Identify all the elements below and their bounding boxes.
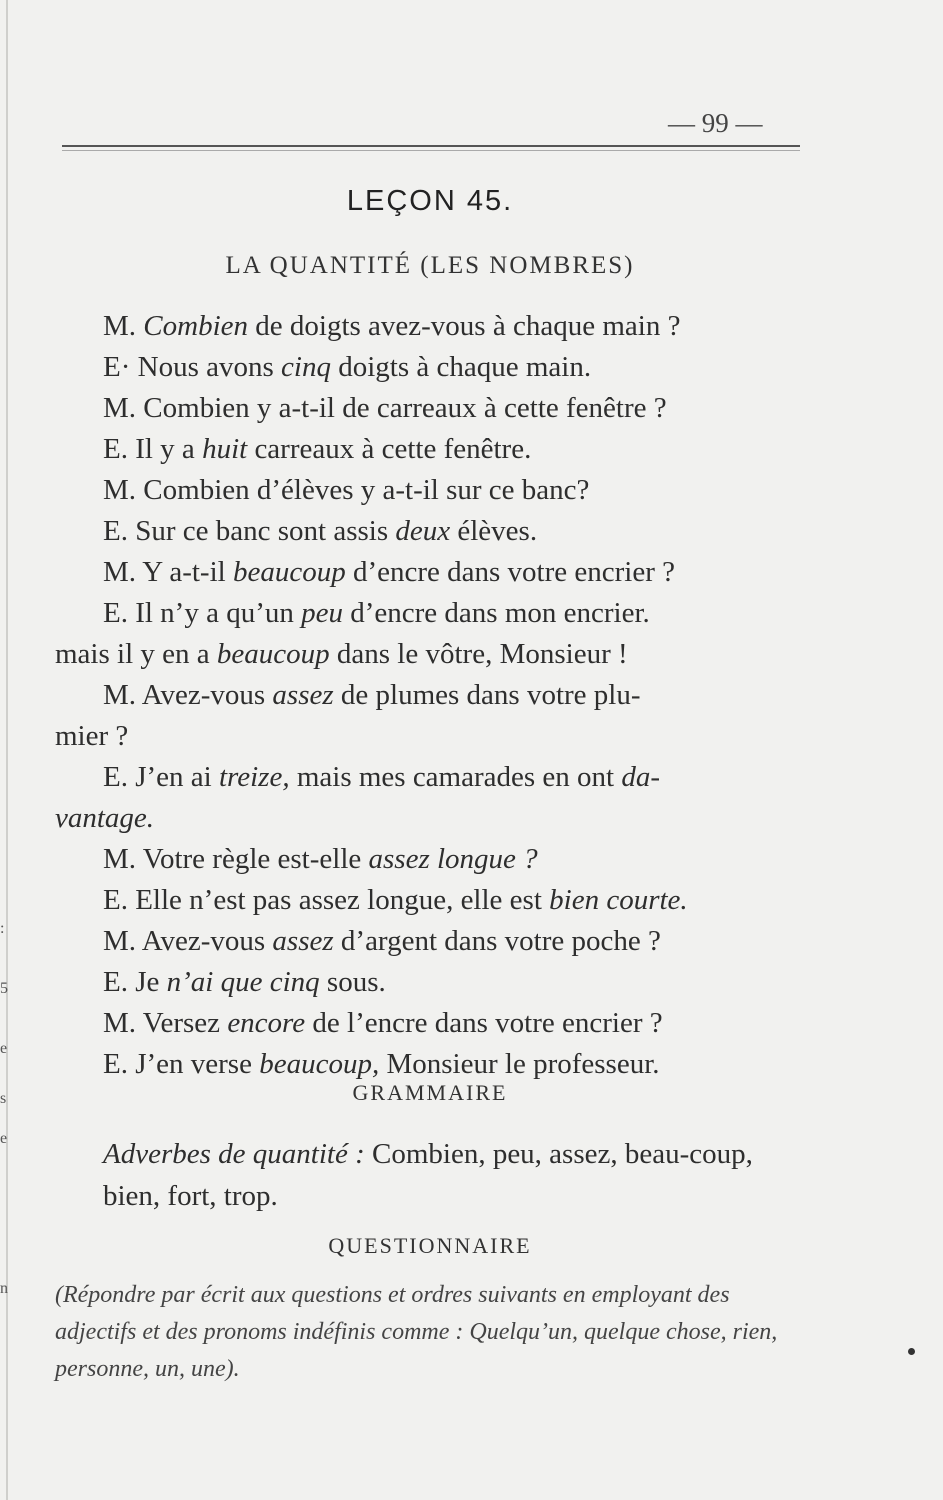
emphasized-word: beaucoup <box>216 638 330 670</box>
dialogue-line <box>55 634 628 674</box>
dialogue-line <box>103 306 680 346</box>
dialogue-text: sous. <box>319 966 386 998</box>
grammar-text: Combien, peu, assez, beau-coup, bien, fort, trop. <box>103 1138 753 1212</box>
dialogue-line <box>103 962 386 1002</box>
emphasized-word: Combien <box>143 310 249 342</box>
dialogue-line <box>103 1044 660 1084</box>
margin-mark: 5 <box>0 980 8 997</box>
speaker-label: E. <box>103 597 136 629</box>
emphasized-word: bien courte. <box>549 884 688 916</box>
dialogue-text: Il n’y a qu’un <box>135 597 302 629</box>
dialogue-line <box>103 511 537 551</box>
dialogue-text: Y a-t-il <box>142 556 233 588</box>
dialogue-text: Combien y a-t-il de carreaux à cette fenêtre ? <box>143 392 667 424</box>
dialogue-text: d’argent dans votre poche ? <box>333 925 661 957</box>
speaker-label: M. <box>103 392 144 424</box>
dialogue-text: mier ? <box>55 720 129 752</box>
dialogue-text: Monsieur le professeur. <box>379 1048 660 1080</box>
speaker-label: E. <box>103 515 136 547</box>
speaker-label: M. <box>103 843 143 875</box>
dialogue-text: Avez-vous <box>141 679 273 711</box>
dialogue-text: de plumes dans votre plu- <box>333 679 641 711</box>
dialogue-line <box>103 470 589 510</box>
dialogue-text: J’en verse <box>135 1048 260 1080</box>
dialogue-text: mais il y en a <box>55 638 217 670</box>
dialogue-text: dans le vôtre, Monsieur ! <box>329 638 628 670</box>
speaker-label: E. <box>103 761 136 793</box>
emphasized-word: da- <box>621 761 661 793</box>
dialogue-text: J’en ai <box>135 761 219 793</box>
dialogue-line <box>103 552 675 592</box>
grammar-heading: GRAMMAIRE <box>352 1080 508 1105</box>
emphasized-word: peu <box>301 597 343 629</box>
emphasized-word: huit <box>202 433 248 465</box>
ink-dot <box>908 1348 915 1355</box>
margin-mark: e <box>0 1130 8 1147</box>
dialogue-text: de doigts avez-vous à chaque main ? <box>248 310 681 342</box>
lesson-subject: LA QUANTITÉ (LES NOMBRES) <box>225 252 635 279</box>
speaker-label: E. <box>103 433 136 465</box>
speaker-label: M. <box>103 556 143 588</box>
speaker-label: M. <box>103 474 144 506</box>
speaker-label: E· <box>103 351 138 383</box>
emphasized-word: vantage. <box>55 802 155 834</box>
dialogue-text: d’encre dans votre encrier ? <box>345 556 675 588</box>
speaker-label: M. <box>103 310 144 342</box>
dialogue-line <box>103 921 661 961</box>
emphasized-word: encore <box>227 1007 306 1039</box>
questionnaire-heading: QUESTIONNAIRE <box>328 1233 532 1258</box>
dialogue-line <box>55 798 154 838</box>
dialogue-line <box>103 593 650 633</box>
margin-mark: s <box>0 1090 7 1107</box>
dialogue-text: Versez <box>142 1007 228 1039</box>
dialogue-text: Sur ce banc sont assis <box>135 515 396 547</box>
dialogue-text: Combien d’élèves y a-t-il sur ce banc? <box>143 474 590 506</box>
header-rule <box>62 145 800 147</box>
dialogue-line <box>103 388 667 428</box>
dialogue-text: Avez-vous <box>141 925 273 957</box>
dialogue-line <box>103 429 531 469</box>
dialogue-text: Elle n’est pas assez longue, elle est <box>135 884 550 916</box>
dialogue-text: d’encre dans mon encrier. <box>343 597 650 629</box>
emphasized-word: assez <box>272 925 334 957</box>
page-number: — 99 — <box>668 108 763 138</box>
speaker-label: E. <box>103 884 136 916</box>
emphasized-word: cinq <box>281 351 331 383</box>
header-rule-secondary <box>62 150 800 151</box>
questionnaire-instructions: (Répondre par écrit aux questions et ordres suivants en employant des adjectifs et des pronoms indéfinis comme : Quelqu’un, quelque chose, rien, personne, un, une). <box>55 1282 778 1382</box>
dialogue-text: de l’encre dans votre encrier ? <box>305 1007 663 1039</box>
dialogue-text: Je <box>135 966 167 998</box>
emphasized-word: n’ai que cinq <box>166 966 320 998</box>
dialogue-line <box>103 347 591 387</box>
dialogue-text: mais mes camarades en ont <box>289 761 622 793</box>
lesson-title: LEÇON 45. <box>346 185 514 217</box>
speaker-label: M. <box>103 925 142 957</box>
emphasized-word: deux <box>395 515 451 547</box>
dialogue-line <box>103 839 538 879</box>
dialogue-line <box>55 716 128 756</box>
speaker-label: M. <box>103 1007 143 1039</box>
dialogue-line <box>103 1003 663 1043</box>
dialogue-line <box>103 757 660 797</box>
dialogue-text: élèves. <box>450 515 538 547</box>
dialogue-text: carreaux à cette fenêtre. <box>247 433 532 465</box>
dialogue-line <box>103 675 641 715</box>
dialogue-text: doigts à chaque main. <box>330 351 592 383</box>
margin-mark: e <box>0 1040 8 1057</box>
dialogue-text: Il y a <box>135 433 203 465</box>
emphasized-word: beaucoup, <box>259 1048 380 1080</box>
dialogue-text: Nous avons <box>137 351 282 383</box>
margin-mark: n <box>0 1280 8 1297</box>
grammar-paragraph <box>103 1133 803 1217</box>
emphasized-word: beaucoup <box>232 556 346 588</box>
grammar-label: Adverbes de quantité : <box>103 1138 365 1170</box>
page-spine-edge <box>6 0 8 1500</box>
dialogue-text: Votre règle est-elle <box>142 843 369 875</box>
speaker-label: E. <box>103 1048 136 1080</box>
margin-mark: : <box>0 920 5 937</box>
emphasized-word: assez longue ? <box>368 843 538 875</box>
speaker-label: M. <box>103 679 142 711</box>
dialogue-line <box>103 880 688 920</box>
emphasized-word: treize, <box>218 761 290 793</box>
speaker-label: E. <box>103 966 136 998</box>
emphasized-word: assez <box>272 679 334 711</box>
